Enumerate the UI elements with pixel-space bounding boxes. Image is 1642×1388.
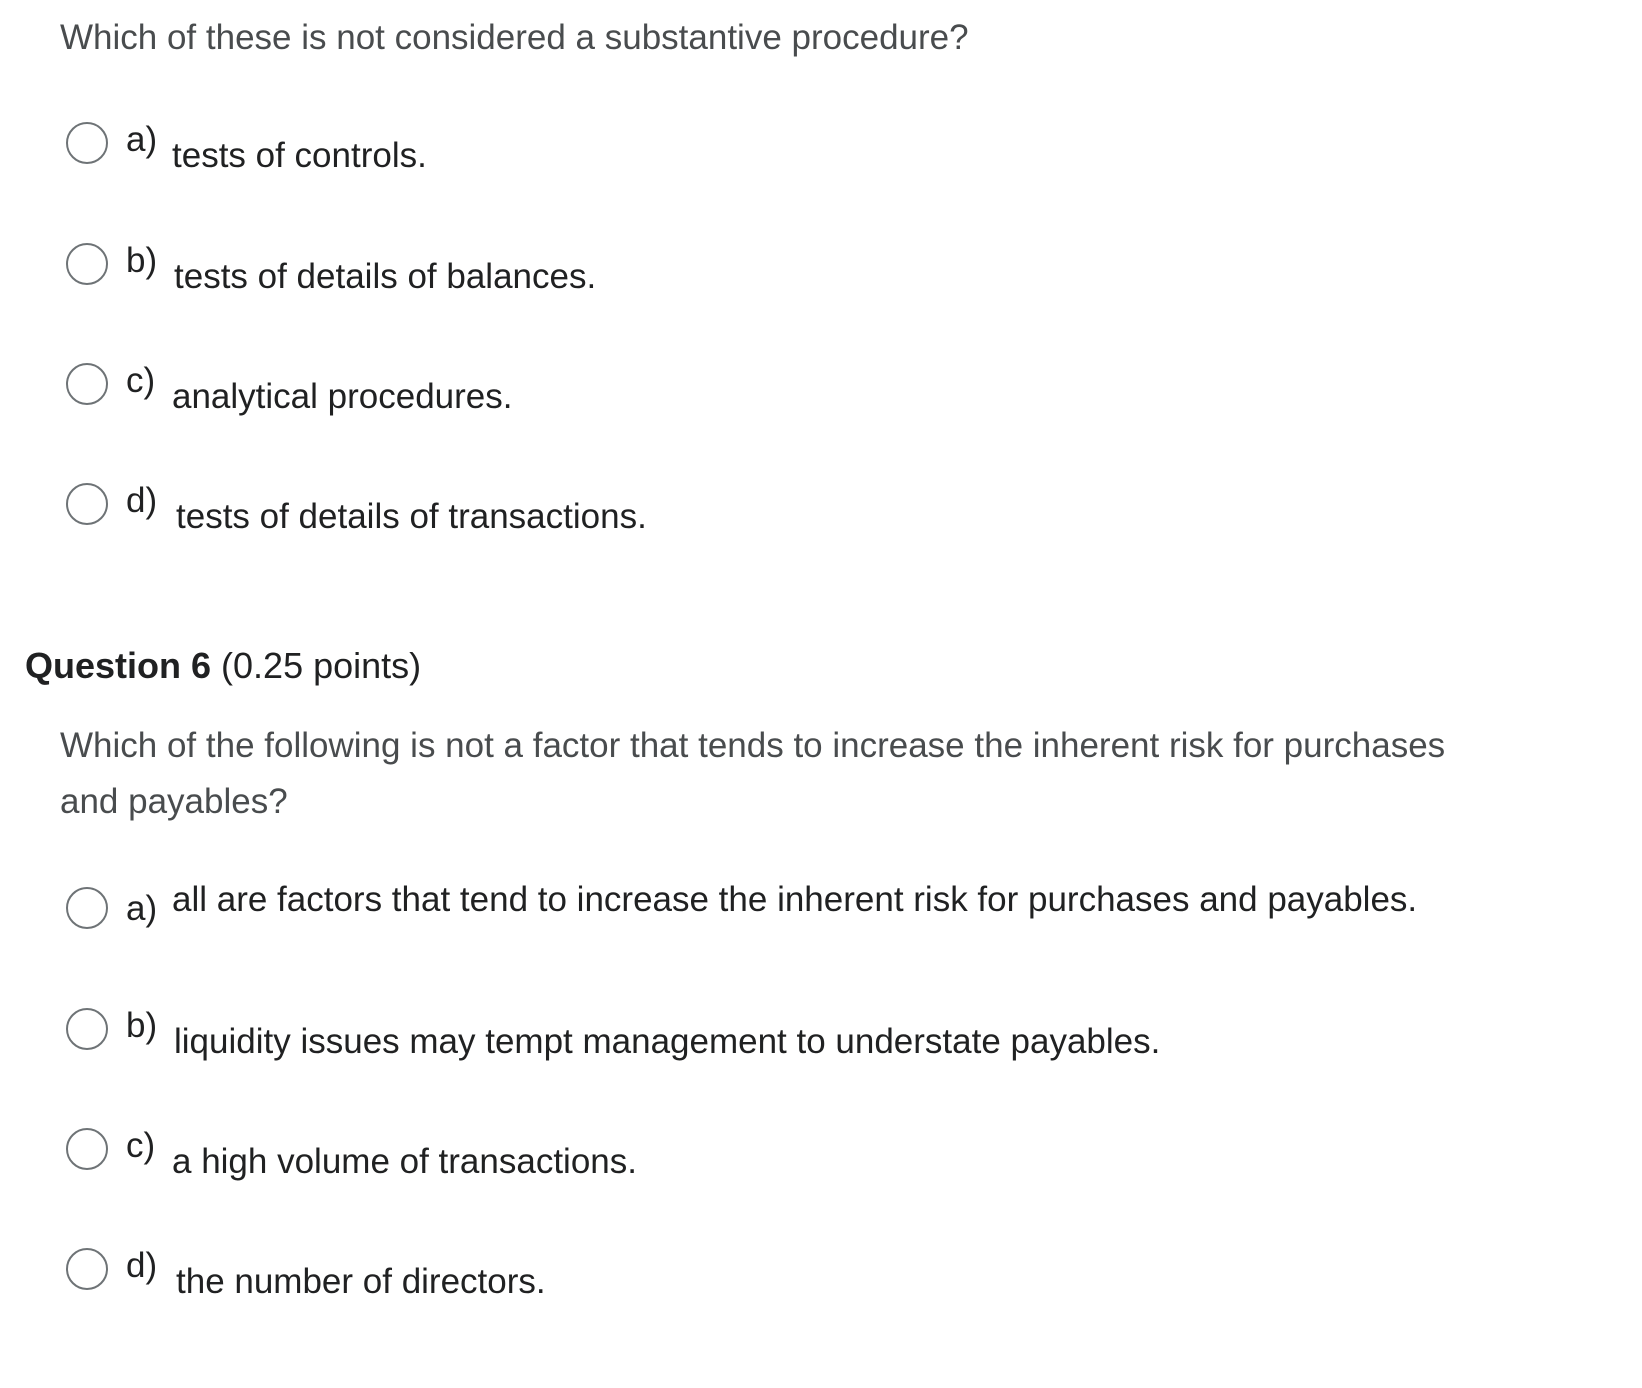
option-letter: d) <box>126 481 158 520</box>
radio-button[interactable] <box>66 1008 108 1050</box>
option-letter: c) <box>126 1126 156 1165</box>
radio-button[interactable] <box>66 483 108 525</box>
option-letter: a) <box>126 889 158 928</box>
option-letter: b) <box>126 241 158 280</box>
radio-button[interactable] <box>66 1248 108 1290</box>
option-letter: c) <box>126 361 156 400</box>
option-text: tests of details of transactions. <box>176 497 647 536</box>
option-text: liquidity issues may tempt management to understate payables. <box>174 1022 1161 1061</box>
option-text: the number of directors. <box>176 1262 546 1301</box>
option-text: analytical procedures. <box>172 377 513 416</box>
q6-option-a[interactable] <box>66 880 1486 967</box>
question-5-prompt: Which of these is not considered a substantive procedure? <box>60 18 969 57</box>
radio-button[interactable] <box>66 243 108 285</box>
question-6-prompt: Which of the following is not a factor that tends to increase the inherent risk for purchases and payables? <box>60 726 1446 821</box>
option-text: tests of controls. <box>172 136 427 175</box>
q6-option-b[interactable] <box>66 1008 1486 1088</box>
q5-option-c[interactable] <box>66 363 1486 443</box>
q5-option-d[interactable] <box>66 483 1486 563</box>
q5-option-a[interactable] <box>66 122 1486 202</box>
option-text: all are factors that tend to increase the inherent risk for purchases and payables. <box>172 880 1418 919</box>
q6-option-c[interactable] <box>66 1128 1486 1208</box>
option-letter: a) <box>126 120 158 159</box>
radio-button[interactable] <box>66 1128 108 1170</box>
radio-button[interactable] <box>66 122 108 164</box>
q5-option-b[interactable] <box>66 243 1486 323</box>
q6-option-d[interactable] <box>66 1248 1486 1328</box>
radio-button[interactable] <box>66 363 108 405</box>
option-text: a high volume of transactions. <box>172 1142 637 1181</box>
question-label: Question 6 <box>25 645 212 686</box>
question-points: (0.25 points) <box>221 645 422 686</box>
option-letter: b) <box>126 1006 158 1045</box>
option-text: tests of details of balances. <box>174 257 597 296</box>
option-letter: d) <box>126 1246 158 1285</box>
question-6-header <box>25 642 421 690</box>
radio-button[interactable] <box>66 887 108 929</box>
